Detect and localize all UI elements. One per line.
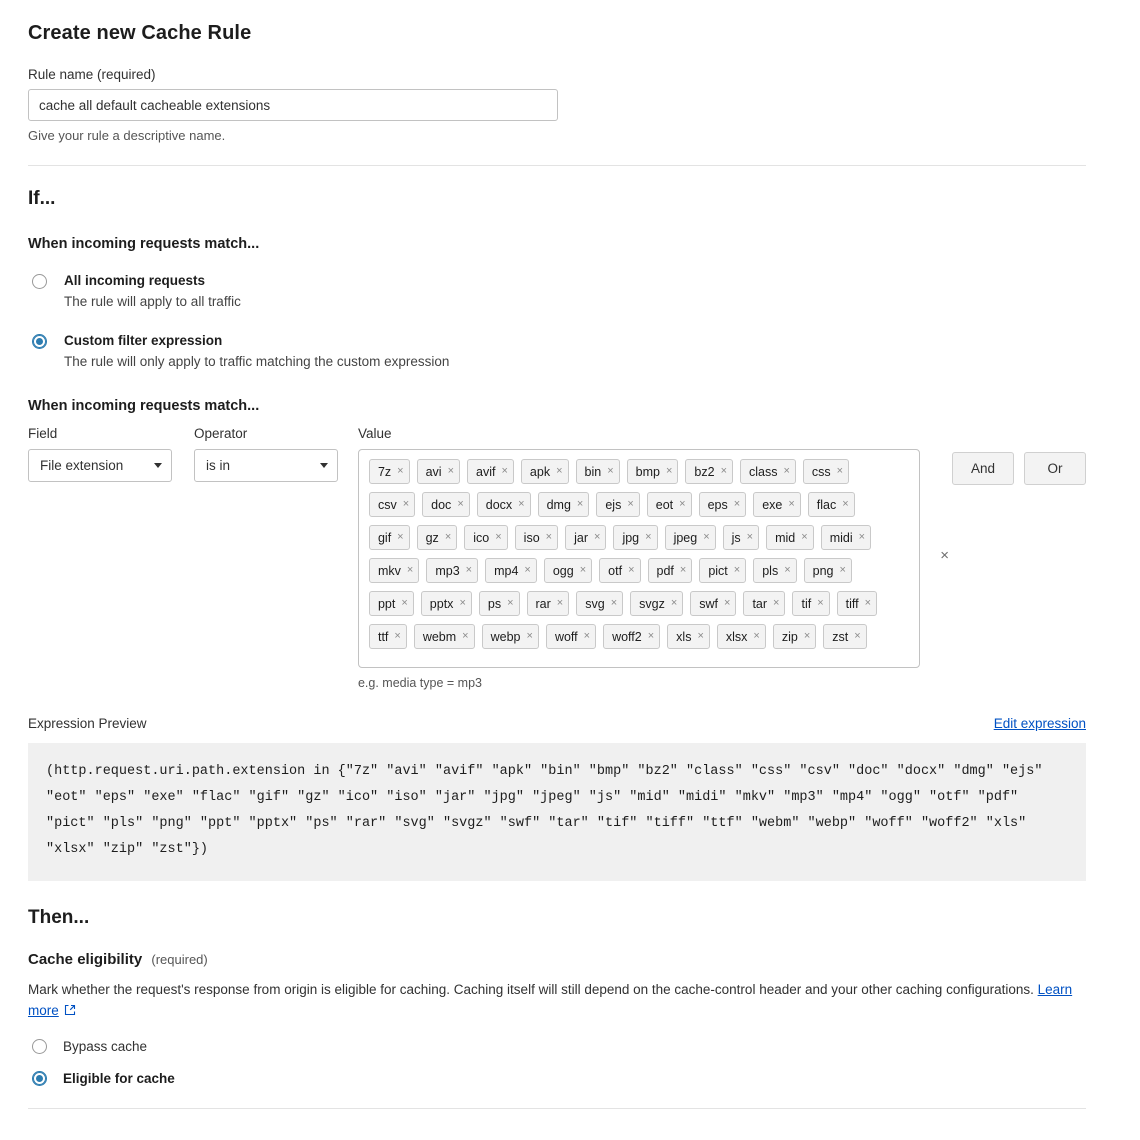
value-token[interactable] [467, 459, 514, 484]
remove-token-icon[interactable]: × [576, 498, 584, 510]
field-select-value: File extension [40, 458, 124, 473]
value-token[interactable] [753, 558, 796, 583]
value-token[interactable] [538, 492, 590, 517]
value-token-label: exe [762, 497, 783, 512]
remove-token-icon[interactable]: × [627, 498, 634, 510]
value-token[interactable] [630, 591, 683, 616]
remove-token-icon[interactable]: × [457, 498, 464, 510]
cache-eligibility-label [28, 951, 1086, 968]
cache-eligibility-required: (required) [151, 952, 208, 967]
value-token-label: eps [707, 497, 728, 512]
remove-token-icon[interactable]: × [394, 630, 401, 642]
value-token-label: zip [781, 629, 798, 644]
value-token[interactable] [576, 591, 623, 616]
value-token-label: swf [699, 596, 719, 611]
value-token-label: js [731, 530, 741, 545]
remove-token-icon[interactable]: × [854, 630, 861, 642]
remove-token-icon[interactable]: × [842, 498, 849, 510]
value-token[interactable] [546, 624, 596, 649]
value-token-input[interactable] [358, 449, 949, 668]
value-token[interactable] [808, 492, 855, 517]
remove-token-icon[interactable]: × [444, 531, 452, 543]
value-token[interactable] [821, 525, 871, 550]
remove-token-icon[interactable]: × [679, 564, 687, 576]
value-token[interactable] [613, 525, 657, 550]
remove-token-icon[interactable]: × [836, 465, 844, 477]
remove-token-icon[interactable]: × [495, 531, 502, 543]
remove-token-icon[interactable]: × [670, 597, 678, 609]
value-token-label: midi [829, 530, 853, 545]
remove-token-icon[interactable]: × [720, 465, 727, 477]
remove-token-icon[interactable]: × [783, 465, 790, 477]
value-token[interactable] [648, 558, 693, 583]
value-token[interactable] [464, 525, 507, 550]
remove-token-icon[interactable]: × [753, 630, 760, 642]
value-token-label: zst [832, 629, 849, 644]
remove-token-icon[interactable]: × [665, 465, 673, 477]
value-token-label: ogg [552, 563, 574, 578]
value-token-label: woff [554, 629, 578, 644]
value-token-label: pdf [656, 563, 674, 578]
rule-name-help: Give your rule a descriptive name. [28, 128, 226, 143]
value-token[interactable] [369, 492, 415, 517]
value-token-label: xlsx [725, 629, 748, 644]
rule-name-label: Rule name (required) [28, 67, 156, 82]
value-token[interactable] [740, 459, 796, 484]
value-token[interactable] [717, 624, 766, 649]
value-token-label: bin [584, 464, 602, 479]
field-select[interactable] [28, 449, 172, 482]
value-token[interactable] [647, 492, 692, 517]
value-token[interactable] [596, 492, 639, 517]
expression-builder [28, 426, 1086, 690]
value-token[interactable] [766, 525, 814, 550]
value-token[interactable] [803, 459, 849, 484]
external-link-icon [64, 1001, 76, 1022]
value-token-label: png [812, 563, 834, 578]
value-token[interactable] [565, 525, 606, 550]
radio-option-custom-expression[interactable] [28, 332, 1086, 372]
radio-icon-all-requests[interactable] [32, 274, 47, 289]
chevron-down-icon [320, 463, 328, 468]
radio-option-bypass-cache[interactable] [28, 1039, 1086, 1054]
cache-eligibility-title: Cache eligibility [28, 951, 143, 968]
remove-token-icon[interactable]: × [733, 564, 741, 576]
remove-token-icon[interactable]: × [647, 630, 655, 642]
value-token[interactable] [837, 591, 877, 616]
value-token-label: gz [425, 530, 439, 545]
clear-all-icon[interactable]: × [940, 547, 949, 564]
remove-token-icon[interactable]: × [447, 465, 455, 477]
and-button[interactable]: And [952, 452, 1014, 485]
value-token-label: mid [775, 530, 796, 545]
value-token[interactable] [485, 558, 537, 583]
value-token-label: dmg [546, 497, 571, 512]
value-token[interactable] [417, 525, 458, 550]
value-token[interactable] [599, 558, 640, 583]
value-token[interactable] [792, 591, 829, 616]
radio-icon-eligible-for-cache[interactable] [32, 1071, 47, 1086]
radio-icon-custom-expression[interactable] [32, 334, 47, 349]
remove-token-icon[interactable]: × [788, 498, 795, 510]
divider-bottom [28, 1108, 1086, 1109]
remove-token-icon[interactable]: × [703, 531, 710, 543]
radio-desc-custom-expression: The rule will only apply to traffic matching the custom expression [64, 354, 450, 369]
remove-token-icon[interactable]: × [607, 465, 614, 477]
remove-token-icon[interactable]: × [526, 630, 533, 642]
value-token-label: svg [585, 596, 605, 611]
value-token-label: avif [476, 464, 496, 479]
value-token[interactable] [521, 459, 569, 484]
value-token[interactable] [544, 558, 592, 583]
value-token[interactable] [515, 525, 558, 550]
rule-name-input[interactable] [28, 89, 558, 121]
divider-top [28, 165, 1086, 166]
value-token-label: otf [608, 563, 623, 578]
remove-token-icon[interactable]: × [556, 597, 564, 609]
remove-token-icon[interactable]: × [594, 531, 601, 543]
value-token[interactable] [477, 492, 531, 517]
expression-preview-label: Expression Preview [28, 716, 147, 731]
match-heading: When incoming requests match... [28, 236, 260, 252]
remove-token-icon[interactable]: × [733, 498, 741, 510]
value-token-label: ico [473, 530, 490, 545]
value-token[interactable] [685, 459, 733, 484]
value-column-label: Value [357, 426, 392, 441]
value-token-label: tiff [845, 596, 859, 611]
value-token-label: flac [816, 497, 837, 512]
value-token-label: mp3 [435, 563, 460, 578]
radio-label-custom-expression: Custom filter expression [64, 333, 223, 348]
radio-label-eligible-for-cache: Eligible for cache [63, 1071, 175, 1086]
value-token-label: jpeg [673, 530, 698, 545]
value-token[interactable] [723, 525, 759, 550]
value-token[interactable] [482, 624, 539, 649]
remove-token-icon[interactable]: × [773, 597, 780, 609]
value-token-label: webp [490, 629, 521, 644]
value-token[interactable] [699, 492, 747, 517]
value-token[interactable] [804, 558, 852, 583]
remove-token-icon[interactable]: × [556, 465, 563, 477]
value-token-label: jar [574, 530, 588, 545]
value-token-label: bz2 [694, 464, 715, 479]
value-token-label: class [749, 464, 778, 479]
value-column [357, 426, 949, 690]
if-section-title: If... [28, 188, 56, 209]
value-token[interactable] [422, 492, 470, 517]
value-token-label: docx [485, 497, 513, 512]
expression-preview-text: (http.request.uri.path.extension in {"7z" "avi" "avif" "apk" "bin" "bmp" "bz2" "class" "css" "csv" "doc" "docx" "dmg" "ejs" "eot" "eps" "exe" "flac" "gif" "gz" "ico" "iso" "jar" "jpg" "jpeg" "js" "mid" "midi" "mkv" "mp3" "mp4" "ogg" "otf" "pdf" "pict" "pls" "png" "ppt" "pptx" "ps" "rar" "svg" "svgz" "swf" "tar" "tif" "tiff" "ttf" "webm" "webp" "woff" "woff2" "xls" "xlsx" "zip" "zst"}) [28, 743, 1086, 881]
radio-option-eligible-for-cache[interactable] [28, 1071, 1086, 1086]
value-token[interactable] [665, 525, 716, 550]
remove-token-icon[interactable]: × [583, 630, 591, 642]
operator-column [194, 426, 338, 482]
value-token-label: 7z [377, 464, 392, 479]
value-token-label: svgz [639, 596, 665, 611]
value-token-label: gif [377, 530, 392, 545]
remove-token-icon[interactable]: × [803, 630, 811, 642]
value-token[interactable] [369, 459, 410, 484]
remove-token-icon[interactable]: × [545, 531, 553, 543]
remove-token-icon[interactable]: × [402, 498, 410, 510]
value-token-label: woff2 [612, 629, 642, 644]
remove-token-icon[interactable]: × [501, 465, 508, 477]
chevron-down-icon [154, 463, 162, 468]
value-token-label: xls [676, 629, 692, 644]
remove-token-icon[interactable]: × [817, 597, 824, 609]
value-token-label: webm [422, 629, 457, 644]
value-token-label: tar [752, 596, 768, 611]
value-token[interactable] [369, 591, 414, 616]
value-token[interactable] [627, 459, 679, 484]
then-section-title: Then... [28, 907, 90, 928]
value-token-label: pict [708, 563, 728, 578]
remove-token-icon[interactable]: × [610, 597, 618, 609]
remove-token-icon[interactable]: × [784, 564, 791, 576]
remove-token-icon[interactable]: × [839, 564, 846, 576]
remove-token-icon[interactable]: × [507, 597, 514, 609]
operator-column-label: Operator [193, 426, 248, 441]
remove-token-icon[interactable]: × [628, 564, 635, 576]
remove-token-icon[interactable]: × [465, 564, 473, 576]
or-button[interactable]: Or [1024, 452, 1086, 485]
value-token[interactable] [667, 624, 710, 649]
value-token[interactable] [576, 459, 620, 484]
page-title: Create new Cache Rule [28, 22, 252, 44]
value-token[interactable] [690, 591, 736, 616]
remove-token-icon[interactable]: × [459, 597, 466, 609]
value-token-label: apk [529, 464, 551, 479]
remove-token-icon[interactable]: × [645, 531, 652, 543]
remove-token-icon[interactable]: × [858, 531, 866, 543]
remove-token-icon[interactable]: × [401, 597, 408, 609]
learn-more-link[interactable]: Learn more [28, 982, 1073, 1018]
remove-token-icon[interactable]: × [518, 498, 525, 510]
remove-token-icon[interactable]: × [524, 564, 531, 576]
field-column [28, 426, 172, 482]
value-token[interactable] [743, 591, 785, 616]
remove-token-icon[interactable]: × [864, 597, 872, 609]
value-token-label: jpg [622, 530, 640, 545]
value-token[interactable] [479, 591, 520, 616]
radio-icon-bypass-cache[interactable] [32, 1039, 47, 1054]
value-token-label: rar [535, 596, 551, 611]
value-token-label: ppt [377, 596, 396, 611]
expression-preview-header [28, 716, 1086, 731]
builder-heading: When incoming requests match... [28, 398, 260, 414]
value-token[interactable] [369, 558, 419, 583]
logic-buttons [952, 426, 1086, 485]
radio-label-bypass-cache: Bypass cache [63, 1039, 148, 1054]
edit-expression-link[interactable]: Edit expression [993, 716, 1086, 731]
value-token-label: eot [655, 497, 674, 512]
value-token[interactable] [426, 558, 478, 583]
value-token[interactable] [421, 591, 472, 616]
value-token-label: ps [487, 596, 502, 611]
radio-desc-all-requests: The rule will apply to all traffic [64, 294, 241, 309]
value-token[interactable] [414, 624, 475, 649]
value-token[interactable] [823, 624, 866, 649]
remove-token-icon[interactable]: × [724, 597, 731, 609]
value-token-label: ejs [605, 497, 622, 512]
field-column-label: Field [28, 426, 58, 441]
value-token-label: iso [523, 530, 540, 545]
value-token-label: avi [425, 464, 442, 479]
remove-token-icon[interactable]: × [746, 531, 754, 543]
value-token[interactable] [699, 558, 746, 583]
remove-token-icon[interactable]: × [697, 630, 704, 642]
value-token-label: pls [762, 563, 779, 578]
value-token[interactable] [773, 624, 816, 649]
remove-token-icon[interactable]: × [397, 465, 404, 477]
value-token-label: ttf [377, 629, 389, 644]
remove-token-icon[interactable]: × [679, 498, 686, 510]
operator-select-value: is in [205, 458, 230, 473]
remove-token-icon[interactable]: × [801, 531, 808, 543]
radio-option-all-requests[interactable] [28, 272, 1086, 312]
value-token[interactable] [417, 459, 460, 484]
value-token[interactable] [369, 624, 407, 649]
cache-eligibility-description [28, 979, 1086, 1022]
remove-token-icon[interactable]: × [462, 630, 469, 642]
value-token[interactable] [369, 525, 410, 550]
cache-eligibility-description-text: Mark whether the request's response from origin is eligible for caching. Caching itself will still depend on the cache-control header and your other caching configurations. [28, 982, 1038, 997]
value-token-label: tif [801, 596, 812, 611]
radio-label-all-requests: All incoming requests [64, 273, 206, 288]
value-token-label: mkv [377, 563, 401, 578]
value-token[interactable] [527, 591, 570, 616]
value-token-label: mp4 [494, 563, 519, 578]
value-hint: e.g. media type = mp3 [357, 676, 482, 690]
value-token-label: css [811, 464, 831, 479]
remove-token-icon[interactable]: × [579, 564, 587, 576]
remove-token-icon[interactable]: × [397, 531, 404, 543]
value-token-label: bmp [635, 464, 660, 479]
value-token[interactable] [603, 624, 660, 649]
value-token[interactable] [753, 492, 801, 517]
value-token-label: doc [431, 497, 452, 512]
remove-token-icon[interactable]: × [406, 564, 414, 576]
value-token-label: pptx [429, 596, 454, 611]
value-token-label: csv [377, 497, 397, 512]
operator-select[interactable] [194, 449, 338, 482]
